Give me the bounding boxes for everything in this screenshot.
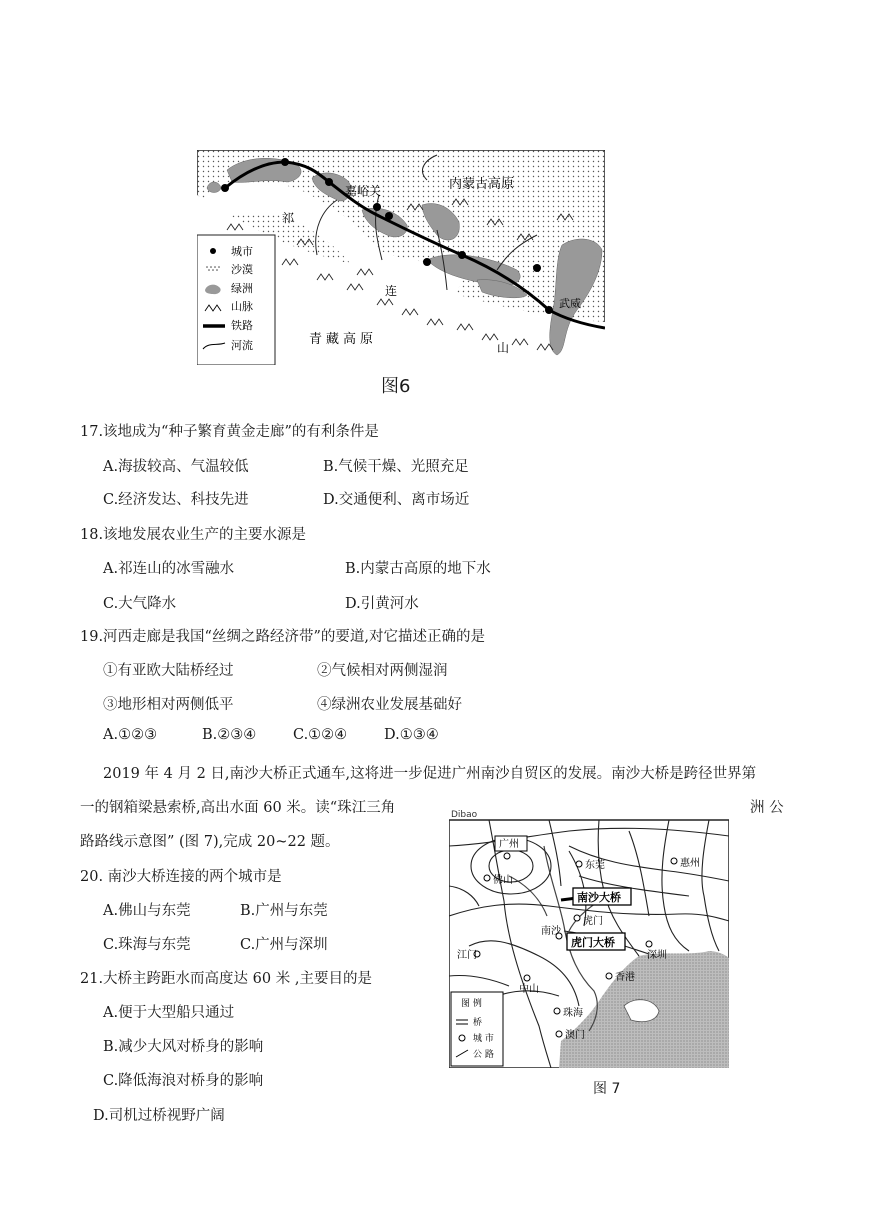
legend-label-desert: 沙漠: [231, 263, 253, 276]
q17-option-a: A.海拔较高、气温较低: [103, 459, 249, 475]
q21-option-b: B.减少大风对桥身的影响: [103, 1039, 264, 1055]
q20-option-b: B.广州与东莞: [240, 903, 328, 919]
label-lian: 连: [385, 284, 398, 298]
label-humen-bridge: 虎门大桥: [571, 936, 615, 949]
legend-label-city: 城 市: [473, 1034, 494, 1044]
q19-statement-3: ③地形相对两侧低平: [103, 697, 234, 713]
label-jiayuguan: 嘉峪关: [345, 184, 382, 198]
label-neimenggu: 内蒙古高原: [449, 177, 515, 192]
label-nansha-bridge: 南沙大桥: [577, 891, 621, 904]
city-circle-icon: [459, 1035, 465, 1041]
legend-label-oasis: 绿洲: [231, 282, 253, 295]
figure-6-caption: 图6: [381, 376, 411, 397]
q19-statement-1: ①有亚欧大陆桥经过: [103, 663, 234, 679]
city-zhongshan: 中山: [519, 984, 539, 995]
q20-option-d: C.广州与深圳: [240, 937, 328, 953]
legend-label-bridge: 桥: [473, 1018, 483, 1028]
city-xianggang: 香港: [615, 972, 635, 983]
city-shenzhen: 深圳: [647, 950, 667, 961]
q19-option-c: C.①②④: [293, 727, 348, 743]
figure-7-map: [449, 806, 729, 1068]
q17-option-b: B.气候干燥、光照充足: [323, 459, 469, 475]
q21-stem: 21.大桥主跨距水而高度达 60 米 ,主要目的是: [80, 971, 372, 987]
legend-title: 图 例: [461, 999, 482, 1009]
passage-line-1: 2019 年 4 月 2 日,南沙大桥正式通车,这将进一步促进广州南沙自贸区的发展。南沙大桥是跨径世界第: [103, 766, 757, 782]
city-foshan: 佛山: [493, 875, 513, 886]
legend-label-city: 城市: [231, 245, 253, 258]
city-aomen: 澳门: [565, 1030, 585, 1041]
label-qi: 祁: [282, 211, 295, 225]
city-jiangmen: 江门: [457, 950, 477, 961]
q17-option-c: C.经济发达、科技先进: [103, 492, 249, 508]
q19-statement-4: ④绿洲农业发展基础好: [317, 697, 462, 713]
label-qingzang: 青藏高原: [309, 332, 378, 347]
label-wuwei: 武威: [559, 297, 581, 310]
city-dongguan: 东莞: [585, 860, 605, 871]
city-guangzhou: 广州: [499, 839, 519, 850]
q20-option-a: A.佛山与东莞: [103, 903, 191, 919]
city-nansha: 南沙: [541, 926, 561, 937]
q18-option-b: B.内蒙古高原的地下水: [345, 561, 491, 577]
q19-option-b: B.②③④: [202, 727, 257, 743]
figure-7-caption: 图 7: [593, 1081, 621, 1097]
figure-7-legend: [451, 992, 503, 1066]
city-humen: 虎门: [583, 916, 603, 927]
q19-stem: 19.河西走廊是我国“丝绸之路经济带”的要道,对它描述正确的是: [80, 629, 485, 645]
q19-option-d: D.①③④: [384, 727, 439, 743]
figure-7-watermark: Dibao: [451, 810, 478, 820]
q17-option-d: D.交通便利、离市场近: [323, 492, 470, 508]
figure-6-map: [197, 150, 605, 365]
q21-option-a: A.便于大型船只通过: [103, 1005, 235, 1021]
city-huizhou: 惠州: [680, 858, 700, 869]
q21-option-d: D.司机过桥视野广阔: [93, 1108, 225, 1124]
passage-line-2-right: 洲 公: [750, 800, 784, 816]
label-shan: 山: [497, 341, 510, 355]
passage-line-2-left: 一的钢箱梁悬索桥,高出水面 60 米。读“珠江三角: [80, 800, 396, 816]
q19-statement-2: ②气候相对两侧湿润: [317, 663, 448, 679]
q17-stem: 17.该地成为“种子繁育黄金走廊”的有利条件是: [80, 424, 379, 440]
q19-option-a: A.①②③: [103, 727, 158, 743]
q21-option-c: C.降低海浪对桥身的影响: [103, 1073, 264, 1089]
q20-option-c: C.珠海与东莞: [103, 937, 191, 953]
q18-option-d: D.引黄河水: [345, 596, 419, 612]
q18-option-c: C.大气降水: [103, 596, 177, 612]
city-dot-icon: [210, 248, 216, 254]
figure-6-legend: [197, 235, 275, 365]
legend-label-river: 河流: [231, 339, 253, 352]
legend-label-mountain: 山脉: [231, 300, 253, 313]
city-zhuhai: 珠海: [563, 1008, 583, 1019]
legend-label-railway: 铁路: [231, 319, 253, 332]
q20-stem: 20. 南沙大桥连接的两个城市是: [80, 869, 282, 885]
passage-line-3: 路路线示意图” (图 7),完成 20~22 题。: [80, 834, 340, 850]
q18-option-a: A.祁连山的冰雪融水: [103, 561, 235, 577]
legend-label-road: 公 路: [473, 1050, 494, 1060]
q18-stem: 18.该地发展农业生产的主要水源是: [80, 527, 307, 543]
